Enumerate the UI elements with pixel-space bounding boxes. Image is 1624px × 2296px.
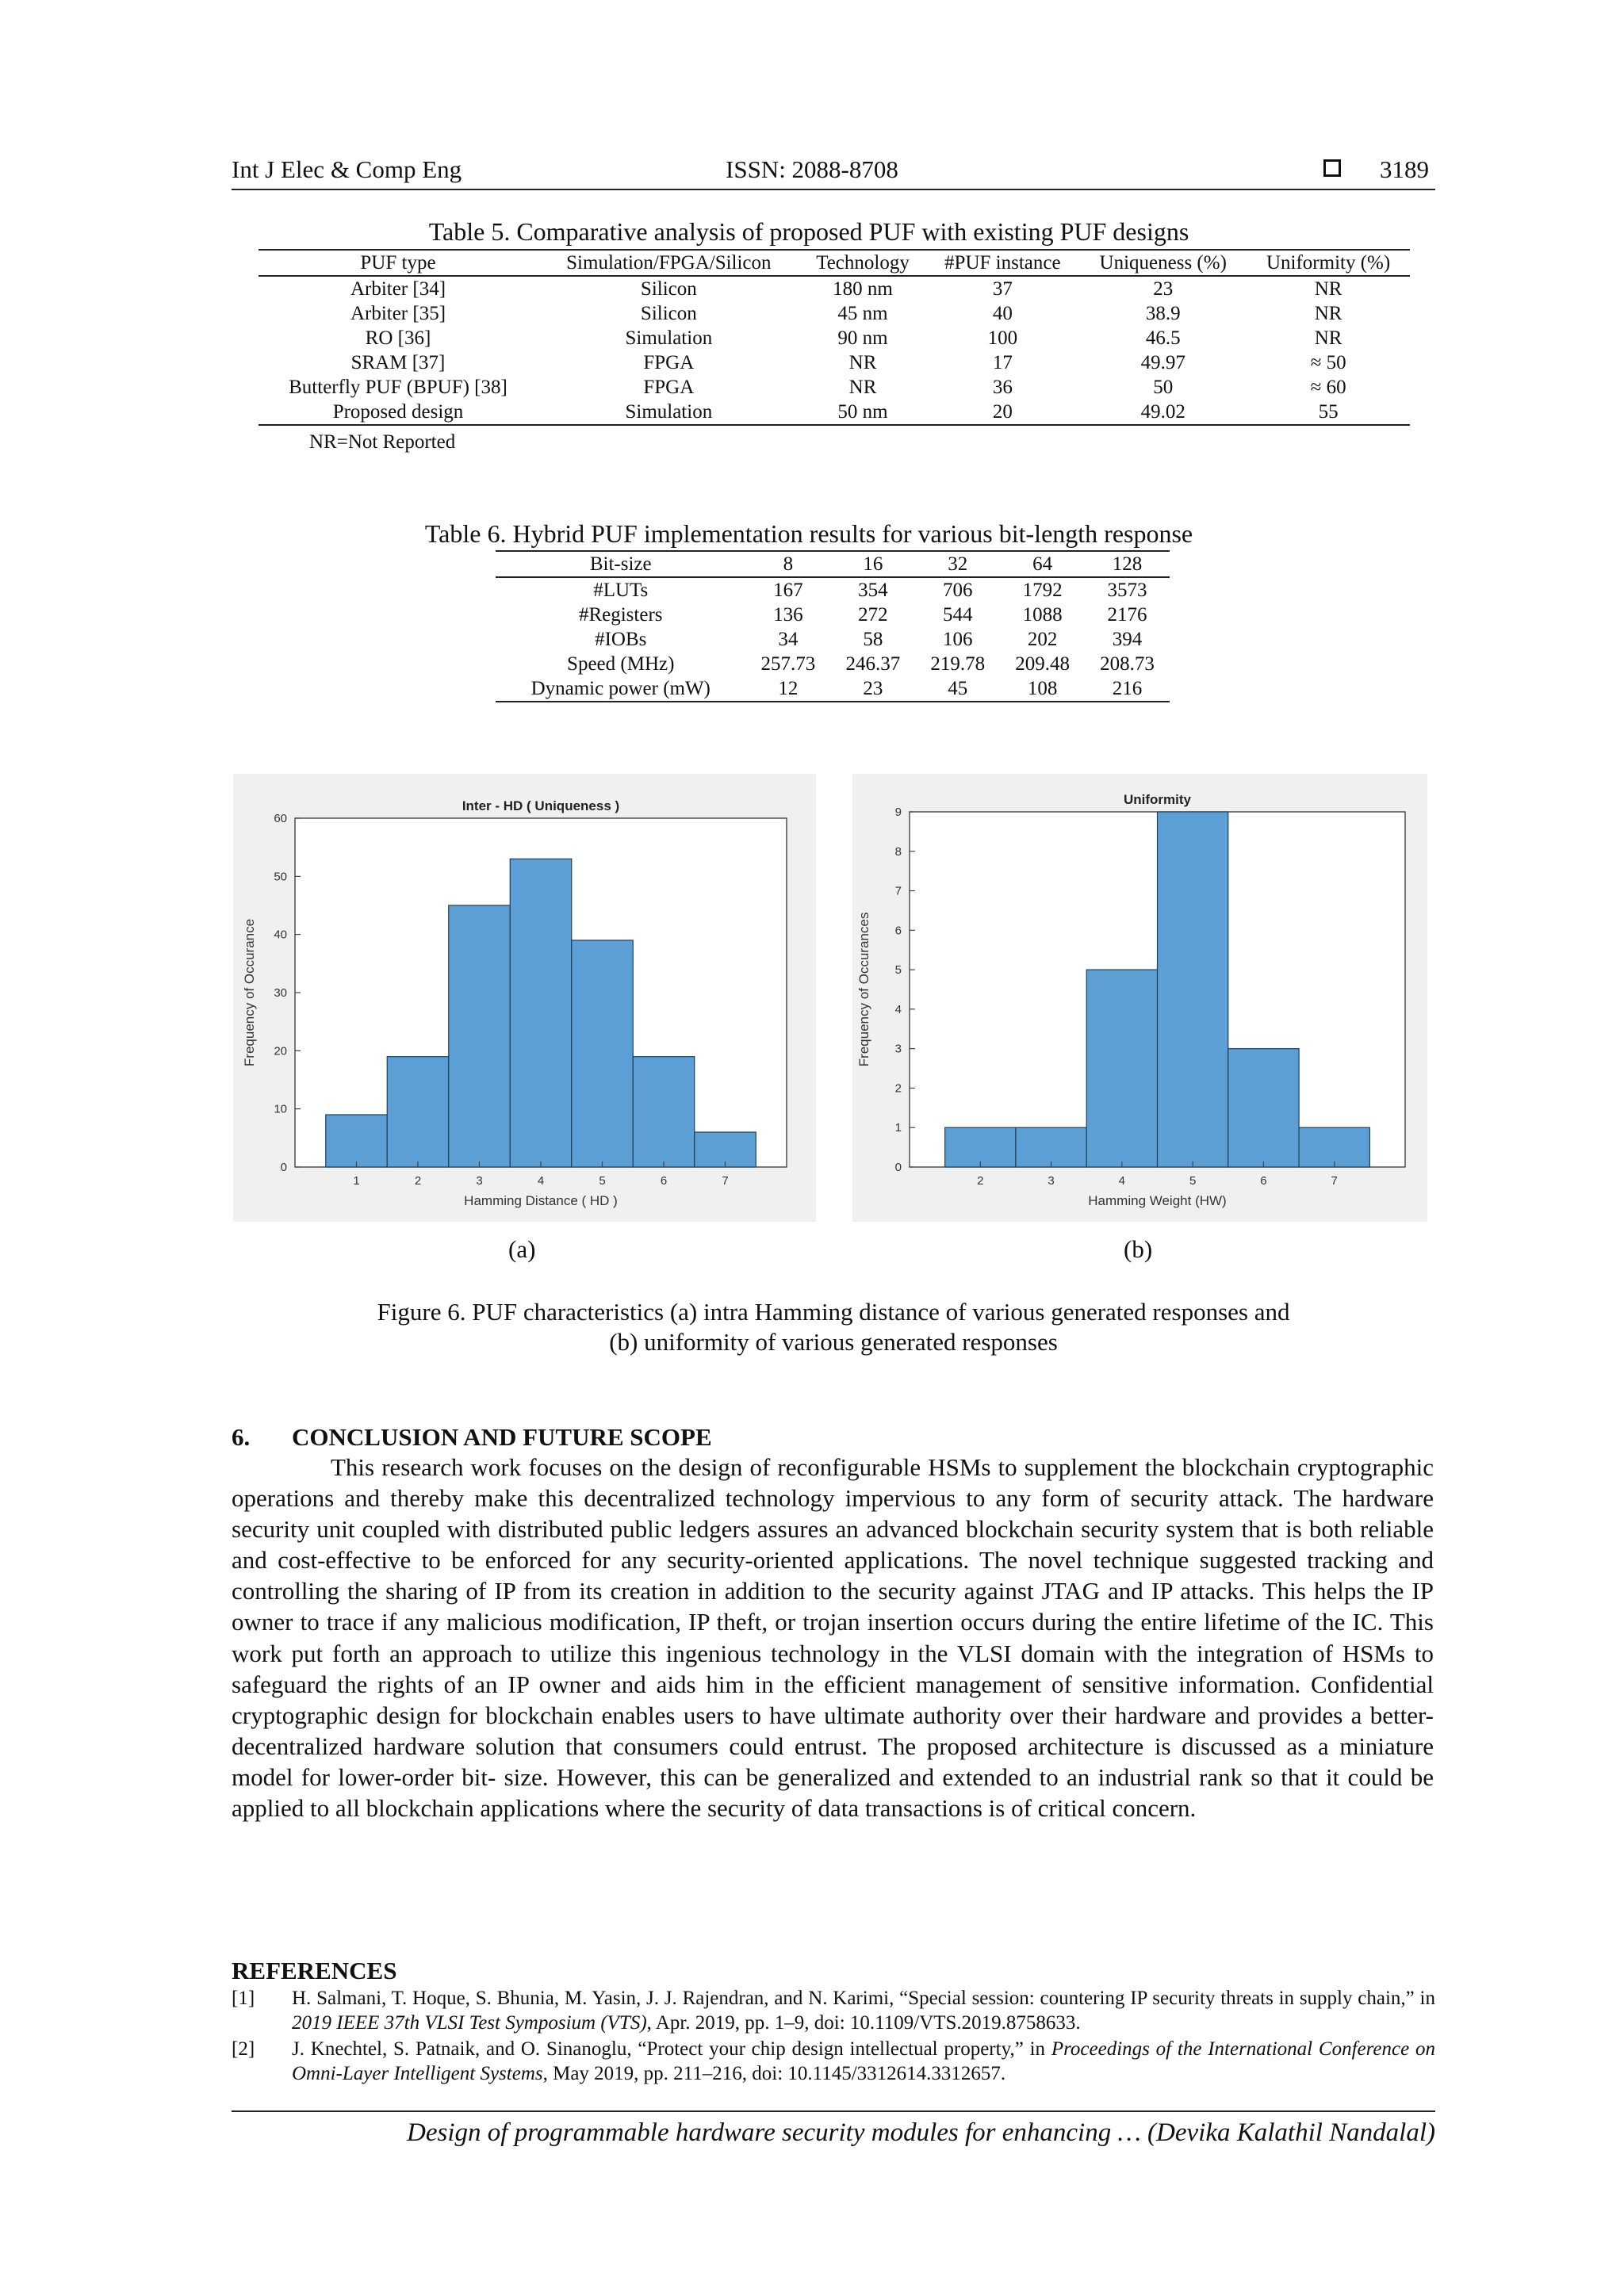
table-cell: Dynamic power (mW) [496,676,745,702]
y-tick-label: 8 [894,844,902,859]
table5-column-header: Uniformity (%) [1247,250,1410,276]
table-cell: 90 nm [837,327,888,349]
table-cell: #LUTs [593,580,649,601]
table-cell: 394 [1112,629,1143,650]
table-cell: 706 [942,580,973,601]
histogram-bar [1228,1049,1299,1167]
table5-column-header: #PUF instance [925,250,1079,276]
histogram-bar [1299,1127,1369,1167]
table6-column-header: Bit-size [496,551,745,577]
table-row [259,375,1410,400]
histogram-bar [572,940,634,1167]
table5-column-header: Uniqueness (%) [1079,250,1247,276]
table5-note: NR=Not Reported [309,431,456,453]
table-row [259,301,1410,326]
section-heading [232,1423,712,1452]
table-cell: 209.48 [1015,653,1070,675]
table-cell: FPGA [643,377,695,398]
table-cell: 167 [773,580,803,601]
reference-text: H. Salmani, T. Hoque, S. Bhunia, M. Yasin, J. J. Rajendran, and N. Karimi, “Special session: countering IP security threats in supply chain,” in 2019 IEEE 37th VLSI Test Symposium (VTS), Apr. 2019, pp. 1–9, doi: 10.1109/VTS.2019.8758633. [292,1988,1435,2034]
y-tick-label: 0 [894,1161,902,1174]
table-cell: 37 [992,278,1013,300]
table-cell: NR [848,352,877,373]
table-cell: 100 [987,327,1018,349]
table-cell: 17 [992,352,1013,373]
table6-column-header: 128 [1085,551,1170,577]
table-cell: 1088 [1022,604,1063,626]
figure-caption [232,1297,1435,1357]
table-cell: 23 [830,676,915,702]
x-tick-label: 6 [1260,1174,1267,1188]
table-cell: 46.5 [1145,327,1181,349]
histogram-bar [510,859,572,1167]
histogram-bar [945,1127,1016,1167]
table6-body [496,577,1170,702]
table-cell: NR [1314,327,1342,349]
table5 [259,249,1410,426]
table5-column-header: Technology [800,250,926,276]
table5-body [259,276,1410,425]
table-cell: SRAM [37] [350,352,446,373]
x-tick-label: 2 [414,1174,422,1188]
table-cell: 23 [1153,278,1174,300]
table6-column-header: 32 [915,551,1000,577]
histogram-bar [449,905,511,1167]
table-cell: 34 [778,629,799,650]
table-cell: Silicon [640,278,697,300]
subfigure-label-a: (a) [508,1235,536,1263]
table-cell: 3573 [1107,580,1147,601]
y-tick-label: 2 [894,1081,902,1096]
table-cell: 202 [1027,629,1058,650]
table-cell: 45 nm [837,303,888,324]
x-tick-label: 5 [1189,1174,1197,1188]
y-axis-label: Frequency of Occurances [856,912,871,1067]
table-cell: Butterfly PUF (BPUF) [38] [289,377,508,398]
histogram-bar [387,1057,449,1167]
table-row [496,676,1170,702]
conclusion-paragraph: This research work focuses on the design of reconfigurable HSMs to supplement the blockchain cryptographic operations and thereby make this decentralized technology impervious to any form of security attack. The hardware security unit coupled with distributed public ledgers assures an advanced blockchain security system that is both reliable and cost-effective to be enforced for any security-oriented applications. The novel technique suggested tracking and controlling the sharing of IP from its creation in addition to the security against JTAG and IP attacks. This helps the IP owner to trace if any malicious modification, IP theft, or trojan insertion occurs during the entire lifetime of the IC. This work put forth an approach to utilize this ingenious technology in the VLSI domain with the integration of HSMs to safeguard the rights of an IP owner and aids him in the efficient management of sensitive information. Confidential cryptographic design for blockchain enables users to have ultimate authority over their hardware and provides a better-decentralized hardware solution that consumers could entrust. The proposed architecture is discussed as a miniature model for lower-order bit- size. However, this can be generalized and extended to an industrial rank so that it could be applied to all blockchain applications where the security of data transactions is of critical concern. [232,1453,1434,1823]
header-rule [232,189,1435,190]
uniformity-histogram [852,774,1427,1222]
footer-rule [232,2110,1435,2112]
table-row [496,603,1170,627]
figure-caption-line-1: Figure 6. PUF characteristics (a) intra Hamming distance of various generated responses and [377,1298,1290,1326]
table-row [496,627,1170,652]
table-cell: Silicon [640,303,697,324]
chart-title: Inter - HD ( Uniqueness ) [462,798,620,813]
reference-number: [1] [232,1988,255,2009]
table-cell: 45 [915,676,1000,702]
reference-venue: Proceedings of the International Conference on Omni-Layer Intelligent Systems [292,2038,1436,2084]
table-cell: 106 [942,629,973,650]
table-cell: 20 [925,400,1079,425]
y-tick-label: 5 [894,963,902,978]
section-number: 6. [232,1423,251,1451]
table-cell: 246.37 [845,653,901,675]
table-cell: 49.97 [1140,352,1185,373]
y-tick-label: 9 [894,806,902,819]
table-row [259,326,1410,350]
table6-column-header: 64 [1000,551,1085,577]
reference-item [232,2037,1435,2086]
table-row [496,577,1170,603]
x-tick-label: 7 [1331,1174,1338,1188]
table6 [496,550,1170,702]
y-tick-label: 40 [274,928,287,942]
x-tick-label: 2 [977,1174,984,1188]
table-cell: FPGA [643,352,695,373]
y-tick-label: 60 [274,812,287,825]
y-tick-label: 10 [274,1102,287,1116]
y-tick-label: 50 [274,870,287,884]
table-cell: Proposed design [259,400,538,425]
y-tick-label: 30 [274,986,287,1000]
table-cell: NR [848,377,877,398]
table-cell: 208.73 [1100,653,1155,675]
table-cell: Arbiter [35] [350,303,446,324]
table6-caption: Table 6. Hybrid PUF implementation results for various bit-length response [424,519,1193,548]
histogram-bar [326,1115,388,1167]
table-cell: 12 [745,676,830,702]
table5-caption: Table 5. Comparative analysis of proposed PUF with existing PUF designs [428,217,1189,246]
table-row [259,276,1410,301]
y-tick-label: 0 [280,1161,287,1174]
y-tick-label: 3 [894,1042,902,1056]
table-cell: 49.02 [1079,400,1247,425]
table-cell: 1792 [1022,580,1063,601]
uniqueness-histogram [233,774,816,1222]
chart-title: Uniformity [1124,792,1191,807]
table-cell: ≈ 60 [1310,377,1346,398]
y-tick-label: 1 [894,1121,902,1135]
subfigure-label-b: (b) [1124,1235,1153,1263]
x-tick-label: 3 [1048,1174,1055,1188]
table-cell: Simulation [625,327,713,349]
figure-panel-b [852,774,1427,1222]
y-tick-label: 4 [894,1002,902,1016]
reference-venue: 2019 IEEE 37th VLSI Test Symposium (VTS) [292,2012,647,2034]
table-cell: 257.73 [760,653,816,675]
table-cell: 272 [858,604,888,626]
x-tick-label: 5 [599,1174,606,1188]
y-tick-label: 6 [894,924,902,938]
table-cell: NR [1314,278,1342,300]
table-cell: 2176 [1107,604,1147,626]
table-row [496,652,1170,676]
histogram-bar [1158,812,1228,1167]
y-tick-label: 20 [274,1044,287,1058]
table-cell: 180 nm [833,278,893,300]
table-cell: 36 [992,377,1013,398]
table-cell: 108 [1000,676,1085,702]
table5-column-header: PUF type [259,250,538,276]
table-cell: 55 [1247,400,1410,425]
x-tick-label: 7 [722,1174,729,1188]
x-tick-label: 4 [1118,1174,1126,1188]
x-tick-label: 1 [353,1174,360,1188]
table5-column-header: Simulation/FPGA/Silicon [538,250,800,276]
y-tick-label: 7 [894,884,902,898]
table-cell: 544 [942,604,973,626]
x-tick-label: 3 [476,1174,483,1188]
table-cell: NR [1314,303,1342,324]
table-cell: #Registers [578,604,663,626]
histogram-bar [1086,970,1157,1167]
table-row [259,400,1410,425]
issn: ISSN: 2088-8708 [726,155,898,183]
table-cell: #IOBs [595,629,647,650]
journal-name: Int J Elec & Comp Eng [232,155,462,183]
table-cell: Simulation [538,400,800,425]
x-tick-label: 6 [660,1174,668,1188]
table-cell: Speed (MHz) [567,653,675,675]
table6-column-header: 8 [745,551,830,577]
table-cell: 38.9 [1145,303,1181,324]
table-cell: ≈ 50 [1310,352,1346,373]
figure-caption-line-2: (b) uniformity of various generated responses [609,1328,1058,1356]
table-cell: RO [36] [365,327,431,349]
figure-panel-a [233,774,816,1222]
table-cell: Arbiter [34] [350,278,446,300]
table-cell: 50 nm [800,400,926,425]
table-cell: 136 [773,604,803,626]
table-cell: 354 [858,580,888,601]
x-axis-label: Hamming Weight (HW) [1088,1193,1227,1208]
reference-number: [2] [232,2038,255,2060]
page-number: 3189 [1380,155,1429,183]
reference-item [232,1986,1435,2035]
histogram-bar [633,1057,695,1167]
references-heading: REFERENCES [232,1957,397,1984]
table-cell: 58 [863,629,883,650]
section-title: CONCLUSION AND FUTURE SCOPE [292,1423,712,1451]
table6-column-header: 16 [830,551,915,577]
reference-text: J. Knechtel, S. Patnaik, and O. Sinanoglu, “Protect your chip design intellectual property,” in Proceedings of the International Conference on Omni-Layer Intelligent Systems, May 2019, pp. 211–216, doi: 10.1145/3312614.3312657. [292,2038,1436,2084]
table5-header-row [259,250,1410,276]
x-axis-label: Hamming Distance ( HD ) [464,1193,618,1208]
table-cell: 219.78 [930,653,986,675]
x-tick-label: 4 [537,1174,545,1188]
histogram-bar [1016,1127,1086,1167]
table6-header-row [496,551,1170,577]
table-cell: 40 [992,303,1013,324]
square-box-icon [1323,159,1341,177]
running-footer: Design of programmable hardware security modules for enhancing … (Devika Kalathil Nandalal) [407,2118,1435,2147]
table-cell: 216 [1085,676,1170,702]
table-cell: 50 [1153,377,1174,398]
table-row [259,350,1410,375]
y-axis-label: Frequency of Occurance [242,918,257,1067]
